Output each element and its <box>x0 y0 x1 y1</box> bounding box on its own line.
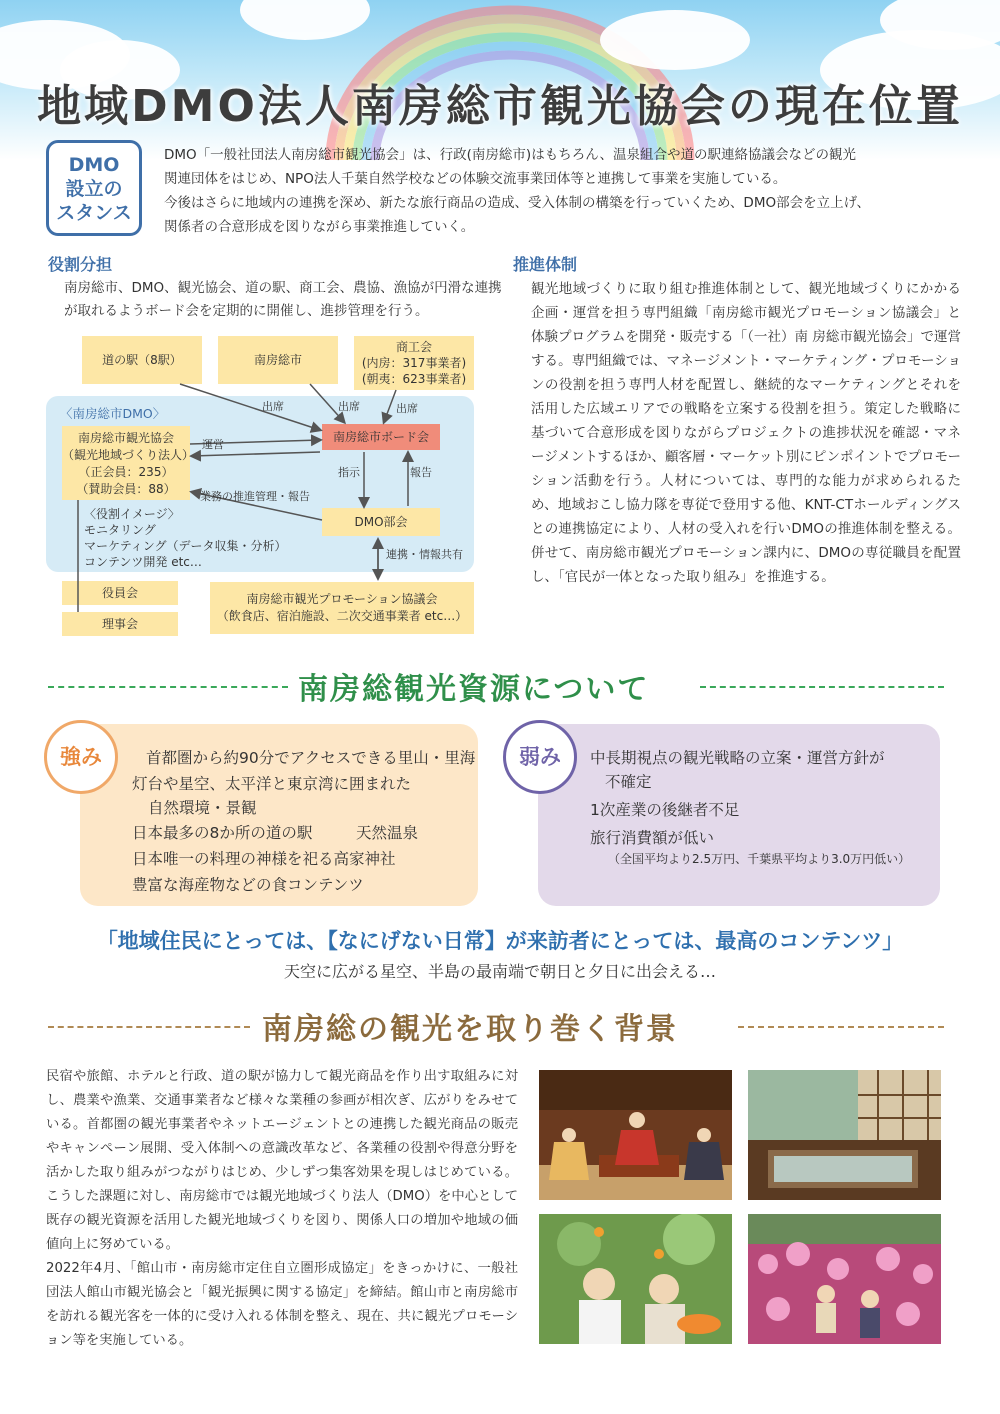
assoc-line: （観光地域づくり法人） <box>62 448 195 462</box>
shokokai-line: (朝夷：623事業者) <box>361 372 467 386</box>
weakness-badge: 弱み <box>503 720 577 794</box>
stance-line: スタンス <box>56 202 132 224</box>
board-meeting-box: 南房総市ボード会 <box>322 424 440 450</box>
dmo-bukai-box: DMO部会 <box>322 508 440 536</box>
attend-label: 出席 <box>262 400 284 413</box>
background-paragraph: 民宿や旅館、ホテルと行政、道の駅が協力して観光商品を作り出す取組みに対し、農業や漁業、交通事業者など様々な業種の参画が相次ぎ、広がりをみせている。首都圏の観光事業者やネットエージェントとの連携した観光商品の販売やキャンペーン展開、受入体制への意識改革など、各業種の役割や得意分野を活かした取り組みがつながりはじめ、少しずつ集客効果を現しはじめている。こうした課題に対し、南房総市では観光地域づくり法人（DMO）を中心として既存の観光資源を活用した観光地域づくりを図り、関係人口の増加や地域の価値向上に努めている。 <box>46 1069 518 1252</box>
strength-item: 日本最多の8か所の道の駅 <box>132 824 313 842</box>
resources-title: 南房総観光資源について <box>298 672 650 707</box>
directors-box: 理事会 <box>62 612 178 636</box>
stance-line: 設立の <box>65 178 123 200</box>
role-image-line: マーケティング（データ収集・分析） <box>84 539 287 553</box>
strength-item: 天然温泉 <box>356 824 419 842</box>
weakness-item: 旅行消費額が低い <box>590 829 715 847</box>
operate-label: 運営 <box>202 438 224 451</box>
role-image-line: 〈役割イメージ〉 <box>84 507 180 521</box>
section-divider <box>48 686 288 688</box>
instruct-label: 指示 <box>338 466 360 479</box>
fruit-picking-photo-art <box>539 1214 732 1344</box>
promo-heading: 推進体制 <box>513 255 578 274</box>
michinoeki-box: 道の駅（8駅） <box>82 336 202 384</box>
shokokai-line: (内房：317事業者) <box>361 356 467 370</box>
intro-line: 今後はさらに地域内の連携を深め、新たな旅行商品の造成、受入体制の構築を行っていくため、DMO部会を立上げ、 <box>164 195 871 211</box>
strength-item: 日本唯一の料理の神様を祀る高家神社 <box>132 850 396 868</box>
background-text <box>46 1065 518 1353</box>
intro-line: DMO「一般社団法人南房総市観光協会」は、行政(南房総市)はもちろん、温泉組合や道の駅連絡協議会などの観光 <box>164 147 857 163</box>
flower-field-photo <box>748 1214 941 1344</box>
hot-spring-bath-photo <box>748 1070 941 1200</box>
dmo-area-label: 〈南房総市DMO〉 <box>60 406 166 421</box>
weakness-item: 1次産業の後継者不足 <box>590 801 740 819</box>
section-divider <box>738 1026 944 1028</box>
officers-box: 役員会 <box>62 581 178 605</box>
hot-spring-bath-photo-art <box>748 1070 941 1200</box>
quote-headline: 「地域住民にとっては、【なにげない日常】が来訪者にとっては、最高のコンテンツ」 <box>96 929 904 953</box>
report-label: 報告 <box>410 466 432 479</box>
section-divider <box>700 686 944 688</box>
role-image-line: コンテンツ開発 etc… <box>84 555 202 569</box>
shokokai-line: 商工会 <box>395 340 432 354</box>
attend-label: 出席 <box>396 402 418 415</box>
promote-label: 業務の推進管理・報告 <box>200 490 310 503</box>
intro-line: 関連団体をはじめ、NPO法人千葉自然学校などの体験交流事業団体等と連携して事業を実施している。 <box>164 171 787 187</box>
weakness-note: （全国平均より2.5万円、千葉県平均より3.0万円低い） <box>608 852 911 866</box>
flower-field-photo-art <box>748 1214 941 1344</box>
strength-item: 自然環境・景観 <box>148 799 257 817</box>
assoc-line: （正会員：235） <box>78 465 174 479</box>
role-text: 南房総市、DMO、観光協会、道の駅、商工会、農協、漁協が円滑な連携が取れるようボード会を定期的に開催し、進捗管理を行う。 <box>64 280 502 319</box>
background-title: 南房総の観光を取り巻く背景 <box>262 1012 678 1047</box>
promo-text: 観光地域づくりに取り組む推進体制として、観光地域づくりにかかる企画・運営を担う専門組織「南房総市観光プロモーション協議会」と体験プログラムを開発・販売する「（一社）南 房総市観光協会」で運営する。専門組織では、マネージメント・マーケティング・プロモーションの役割を担う専門人材を配置し、継続的なマーケティングとそれを活用した広域エリアでの戦略を立案する役割を担う。策定した戦略に基づいて合意形成を図りながらプロジェクトの進捗状況を確認・マネージメントするほか、顧客層・マーケット別にピンポイントでプロモーション活動を行う。人材については、専門的な能力が求められるため、地域おこし協力隊を専従で登用する他、KNT-CTホールディングスとの連携協定により、人材の受入れを行いDMOの推進体制を整える。併せて、南房総市観光プロモーション課内に、DMOの専従職員を配置し、「官民が一体となった取り組み」を推進する。 <box>531 281 961 585</box>
promo-council-line: 南房総市観光プロモーション協議会 <box>246 592 438 606</box>
strength-item: 首都圏から約90分でアクセスできる里山・里海 <box>146 749 476 767</box>
city-box: 南房総市 <box>218 336 338 384</box>
attend-label: 出席 <box>338 400 360 413</box>
strength-item: 灯台や星空、太平洋と東京湾に囲まれた <box>132 775 412 793</box>
role-image-line: モニタリング <box>84 523 156 537</box>
section-divider <box>48 1026 250 1028</box>
strength-item: 豊富な海産物などの食コンテンツ <box>132 876 364 894</box>
weakness-item: 不確定 <box>605 773 652 791</box>
assoc-line: 南房総市観光協会 <box>77 431 174 445</box>
background-paragraph: 2022年4月、「館山市・南房総市定住自立圏形成協定」をきっかけに、一般社団法人館山市観光協会と「観光振興に関する協定」を締結。館山市と南房総市を訪れる観光客を一体的に受け入れる体制を整え、現在、共に観光プロモーション等を実施している。 <box>46 1261 518 1348</box>
shrine-ceremony-photo-art <box>539 1070 732 1200</box>
role-heading: 役割分担 <box>48 255 113 274</box>
fruit-picking-photo <box>539 1214 732 1344</box>
assoc-line: （賛助会員：88） <box>76 482 176 496</box>
strength-badge: 強み <box>44 720 118 794</box>
share-label: 連携・情報共有 <box>386 548 463 561</box>
quote-subtitle: 天空に広がる星空、半島の最南端で朝日と夕日に出会える… <box>283 962 716 981</box>
shrine-ceremony-photo <box>539 1070 732 1200</box>
weakness-item: 中長期視点の観光戦略の立案・運営方針が <box>590 749 885 767</box>
intro-line: 関係者の合意形成を図りながら事業推進していく。 <box>164 219 475 235</box>
stance-line: DMO <box>68 154 120 176</box>
promo-council-line: （飲食店、宿泊施設、二次交通事業者 etc…） <box>216 609 468 623</box>
page-title: 地域DMO法人南房総市観光協会の現在位置 <box>37 81 963 132</box>
